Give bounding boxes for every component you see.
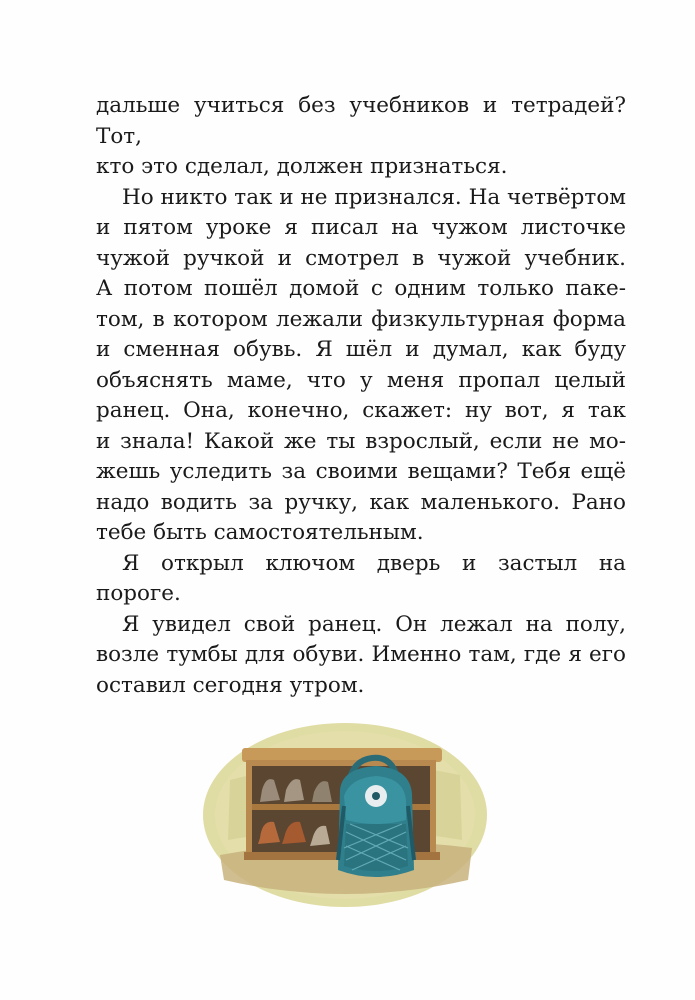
text-line: Я открыл ключом дверь и застыл на пороге. (96, 550, 626, 606)
backpack-illustration (200, 720, 490, 910)
paragraph (96, 366, 626, 397)
text-line: ранец. Она, конечно, скажет: ну вот, я так (96, 398, 626, 423)
paragraph (96, 671, 626, 702)
paragraph (96, 305, 626, 336)
paragraph (96, 488, 626, 519)
paragraph (96, 427, 626, 458)
paragraph (96, 152, 626, 183)
text-line: и знала! Какой же ты взрослый, если не мо- (96, 428, 626, 454)
paragraph (96, 549, 626, 610)
paragraph (96, 457, 626, 488)
story-text (96, 91, 626, 701)
text-line: том, в котором лежали физкультурная форма (96, 306, 626, 332)
paragraph (96, 244, 626, 275)
text-line: дальше учиться без учебников и тетрадей? Тот, (96, 93, 626, 149)
text-line: возле тумбы для обуви. Именно там, где я его (96, 642, 626, 667)
text-line: тебе быть самостоятельным. (96, 520, 424, 545)
text-line: и сменная обувь. Я шёл и думал, как буду (96, 337, 626, 362)
text-line: оставил сегодня утром. (96, 672, 365, 698)
text-line: надо водить за ручку, как маленького. Рано (96, 489, 626, 515)
paragraph (96, 610, 626, 641)
backpack (338, 758, 414, 877)
paragraph (96, 640, 626, 671)
backpack-by-shoe-cabinet-image (200, 720, 490, 910)
text-line: кто это сделал, должен признаться. (96, 154, 508, 179)
text-line: А потом пошёл домой с одним только паке- (96, 276, 626, 301)
paragraph (96, 335, 626, 366)
text-line: Я увидел свой ранец. Он лежал на полу, (122, 611, 626, 637)
text-line: объяснять маме, что у меня пропал целый (96, 367, 626, 393)
paragraph (96, 213, 626, 244)
text-line: и пятом уроке я писал на чужом листочке (96, 215, 626, 240)
paragraph (96, 183, 626, 214)
paragraph (96, 396, 626, 427)
paragraph (96, 518, 626, 549)
text-line: Но никто так и не признался. На четвёртом (122, 184, 626, 210)
paragraph (96, 274, 626, 305)
paragraph (96, 91, 626, 152)
text-line: жешь уследить за своими вещами? Тебя ещё (96, 459, 626, 484)
text-line: чужой ручкой и смотрел в чужой учебник. (96, 245, 626, 271)
